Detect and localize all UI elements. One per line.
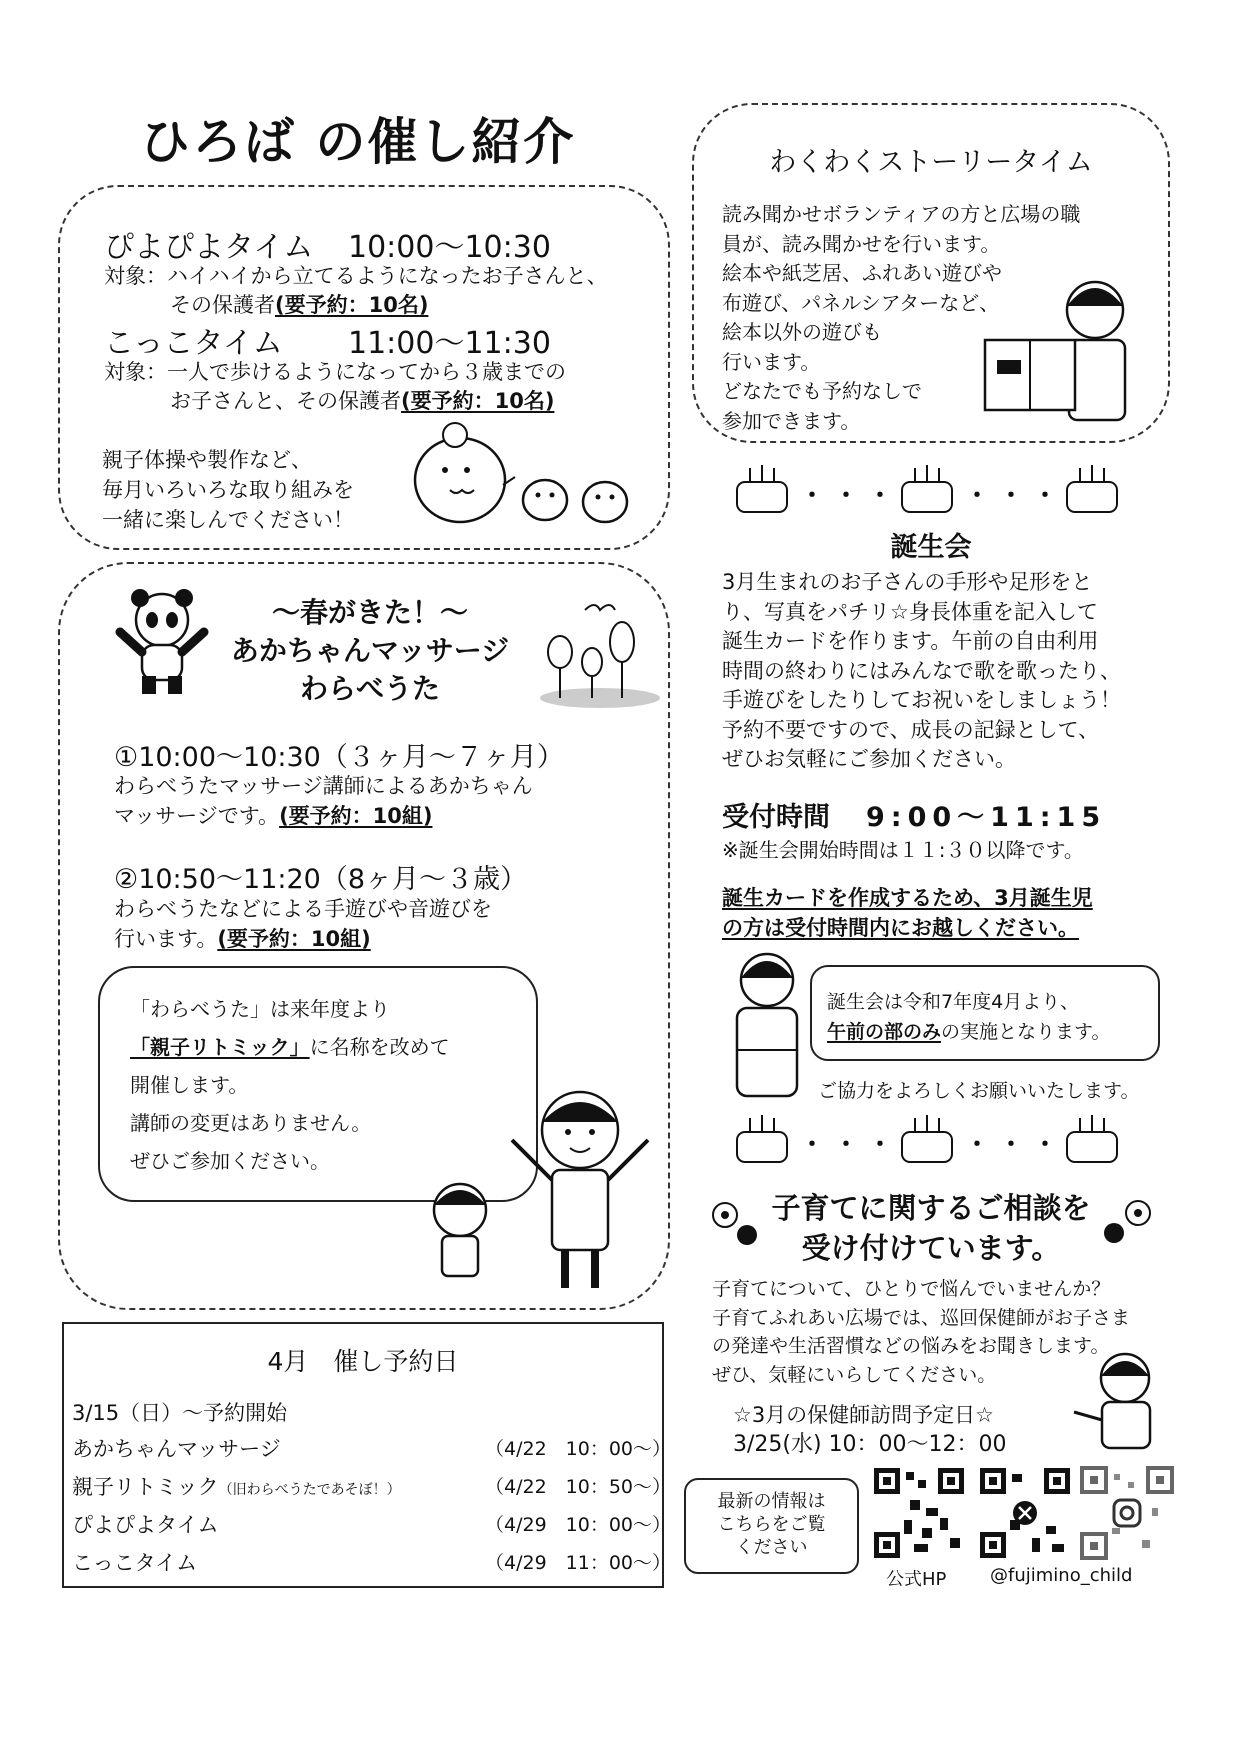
card-notice-2: の方は受付時間内にお越しください。	[722, 916, 1079, 940]
schedule-row-date: （4/22 10：00～）	[485, 1438, 672, 1460]
birthday-title: 誕生会	[890, 532, 972, 563]
activities-text: 親子体操や製作など、 毎月いろいろな取り組みを 一緒に楽しんでください！	[102, 448, 354, 532]
children-illustration	[410, 1060, 660, 1300]
piyo-target: 対象：ハイハイから立てるようになったお子さんと、	[104, 264, 608, 288]
schedule-row-name: 親子リトミック（旧わらべうたであそぼ！）	[72, 1475, 401, 1499]
nurse-illustration	[1070, 1350, 1170, 1450]
dots-left: ・・・	[800, 481, 902, 509]
story-title: わくわくストーリータイム	[769, 147, 1093, 178]
schedule-row-date: （4/22 10：50～）	[485, 1476, 672, 1498]
kokko-time: 11:00～11:30	[348, 326, 551, 361]
cake-row-bottom	[735, 1112, 1135, 1172]
schedule-start: 3/15（日）～予約開始	[72, 1401, 288, 1425]
massage-title: ～春がきた！～ あかちゃんマッサージ わらべうた	[230, 596, 510, 705]
dots-right-2: ・・・	[965, 1130, 1067, 1158]
massage-session2-desc: わらべうたなどによる手遊びや音遊びを	[114, 897, 492, 921]
consult-title: 子育てに関するご相談を 受け付けています。	[771, 1191, 1091, 1265]
piyo-time: 10:00～10:30	[348, 230, 551, 265]
info-text: 最新の情報は こちらをご覧 ください	[717, 1491, 826, 1558]
kokko-target2: お子さんと、その保護者(要予約：10名)	[170, 389, 555, 413]
woman-illustration	[722, 950, 812, 1100]
reception-note: ※誕生会開始時間は１１:３０以降です。	[722, 838, 1084, 862]
dots-left-2: ・・・	[800, 1130, 902, 1158]
social-handle: @fujimino_child	[990, 1565, 1133, 1586]
massage-session1-head: ①10:00～10:30（３ヶ月～７ヶ月）	[114, 742, 564, 773]
schedule-row-name: ぴよぴよタイム	[72, 1513, 219, 1537]
visit-date: 3/25(水) 10：00～12：00	[733, 1432, 1007, 1457]
schedule-row-name: あかちゃんマッサージ	[72, 1437, 281, 1461]
kokko-title: こっこタイム	[104, 326, 283, 361]
panda-icon	[112, 590, 212, 700]
cake-icon	[737, 465, 787, 512]
massage-session1-desc: わらべうたマッサージ講師によるあかちゃん	[114, 774, 533, 798]
storyteller-illustration	[985, 270, 1155, 430]
massage-session2-head: ②10:50～11:20（8ヶ月～３歳）	[114, 864, 528, 895]
reception-label: 受付時間	[722, 802, 830, 833]
kokko-target: 対象：一人で歩けるようになってから３歳までの	[104, 360, 566, 384]
piyo-target2: その保護者(要予約：10名)	[170, 293, 429, 317]
birthday-bubble-text: 誕生会は令和7年度4月より、 午前の部のみの実施となります。	[827, 991, 1111, 1043]
cake-row-top	[735, 462, 1135, 522]
schedule-title: 4月 催し予約日	[267, 1347, 459, 1376]
dots-right: ・・・	[965, 481, 1067, 509]
qr-code-x[interactable]	[980, 1468, 1070, 1558]
story-text: 読み聞かせボランティアの方と広場の職 員が、読み聞かせを行います。 絵本や紙芝居、ふれあい遊びや 布遊び、パネルシアターなど、 絵本以外の遊びも 行います。 どなたでも予約なしで 参加できます。	[722, 202, 1081, 433]
card-notice-1: 誕生カードを作成するため、3月誕生児	[722, 886, 1093, 910]
massage-session2-desc2: 行います。(要予約：10組)	[114, 927, 371, 951]
qr-code-instagram[interactable]	[1082, 1468, 1172, 1558]
massage-session1-desc2: マッサージです。(要予約：10組)	[114, 804, 433, 828]
schedule-row-date: （4/29 10：00～）	[485, 1514, 672, 1536]
birthday-text: 3月生まれのお子さんの手形や足形をと り、写真をパチリ☆身長体重を記入して 誕生カードを作ります。午前の自由利用 時間の終わりにはみんなで歌を歌ったり、 手遊びをしたりしてお祝いをしましょう！ 予約不要ですので、成長の記録として、 ぜひお気軽にご参加ください。	[722, 570, 1121, 771]
notice-text: 「わらべうた」は来年度より 「親子リトミック」に名称を改めて 開催します。 講師の変更はありません。 ぜひご参加ください。	[130, 997, 450, 1173]
schedule-row-date: （4/29 11：00～）	[485, 1552, 672, 1574]
piyo-title: ぴよぴよタイム	[104, 230, 314, 265]
consult-text: 子育てについて、ひとりで悩んでいませんか？ 子育てふれあい広場では、巡回保健師がお子さま の発達や生活習慣などの悩みをお聞きします。 ぜひ、気軽にいらしてください。	[712, 1278, 1131, 1386]
chicks-illustration	[405, 415, 645, 535]
thanks-text: ご協力をよろしくお願いいたします。	[818, 1080, 1140, 1102]
hp-label: 公式HP	[886, 1569, 947, 1590]
tulips-illustration	[530, 600, 660, 710]
visit-title: ☆3月の保健師訪問予定日☆	[733, 1403, 995, 1427]
page-title: ひろば の催し紹介	[140, 113, 576, 171]
qr-code-hp[interactable]	[874, 1468, 964, 1558]
schedule-row-name: こっこタイム	[72, 1551, 198, 1575]
reception-time: 9:00～11:15	[866, 802, 1107, 833]
